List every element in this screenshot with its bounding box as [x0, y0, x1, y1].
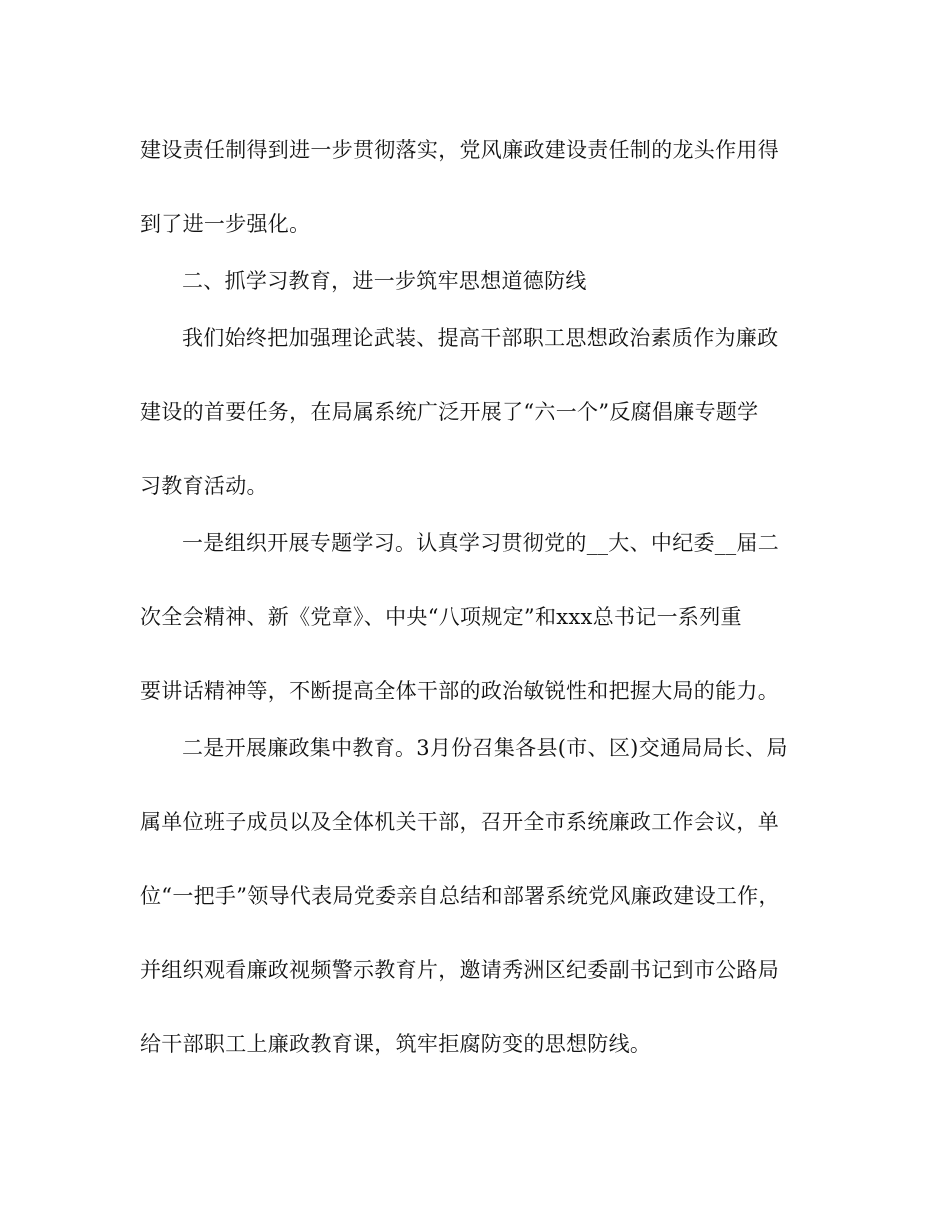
text-line: 位“一把手”领导代表局党委亲自总结和部署系统党风廉政建设工作，	[140, 884, 780, 908]
text-line: 次全会精神、新《党章》、中央“八项规定”和xxx总书记一系列重	[140, 605, 742, 629]
text-line: 要讲话精神等，不断提高全体干部的政治敏锐性和把握大局的能力。	[140, 679, 779, 703]
text-line: 一是组织开展专题学习。认真学习贯彻党的__大、中纪委__届二	[182, 531, 779, 555]
text-line: 到了进一步强化。	[140, 212, 311, 236]
text-line: 我们始终把加强理论武装、提高干部职工思想政治素质作为廉政	[182, 326, 779, 350]
text-line: 二是开展廉政集中教育。3月份召集各县(市、区)交通局局长、局	[182, 736, 788, 760]
text-line: 给干部职工上廉政教育课，筑牢拒腐防变的思想防线。	[140, 1032, 652, 1056]
text-line: 建设的首要任务，在局属系统广泛开展了“六一个”反腐倡廉专题学	[140, 400, 759, 424]
text-line: 建设责任制得到进一步贯彻落实，党风廉政建设责任制的龙头作用得	[140, 138, 779, 162]
text-line: 属单位班子成员以及全体机关干部，召开全市系统廉政工作会议，单	[140, 810, 779, 834]
text-line: 习教育活动。	[140, 474, 268, 498]
section-heading: 二、抓学习教育，进一步筑牢思想道德防线	[182, 269, 587, 293]
text-line: 并组织观看廉政视频警示教育片，邀请秀洲区纪委副书记到市公路局	[140, 958, 779, 982]
document-body	[140, 132, 810, 1062]
